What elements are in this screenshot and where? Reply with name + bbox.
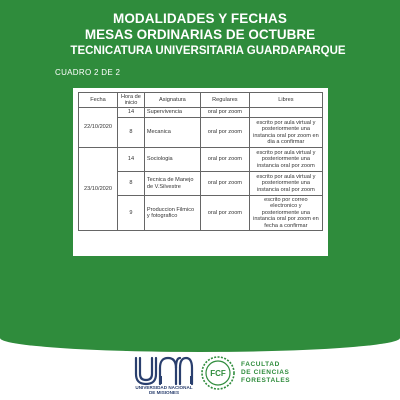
asignatura-cell: Tecnica de Manejo de V.Silvestre xyxy=(144,172,200,196)
header-regulares: Regulares xyxy=(200,93,249,108)
regulares-cell: oral por zoom xyxy=(200,108,249,118)
header-fecha: Fecha xyxy=(79,93,118,108)
fcf-label-line-3: FORESTALES xyxy=(241,377,291,385)
libres-cell: escrito por aula virtual y posteriormente una instancia oral por zoom xyxy=(249,172,322,196)
asignatura-cell: Sociologia xyxy=(144,148,200,172)
fcf-label xyxy=(241,361,290,385)
regulares-cell: oral por zoom xyxy=(200,118,249,148)
fcf-label-line-2: DE CIENCIAS xyxy=(241,369,290,377)
table-row xyxy=(79,108,323,118)
header-libres: Libres xyxy=(249,93,322,108)
asignatura-cell: Produccion Filmico y fotografico xyxy=(144,196,200,231)
schedule-table xyxy=(78,92,323,231)
unam-label-line-2: DE MISIONES xyxy=(148,390,180,396)
hora-cell: 8 xyxy=(118,172,145,196)
table-header-row xyxy=(79,93,323,108)
header-asignatura: Asignatura xyxy=(144,93,200,108)
title-line-2: MESAS ORDINARIAS DE OCTUBRE xyxy=(84,27,316,42)
hora-cell: 9 xyxy=(118,196,145,231)
cuadro-label: CUADRO 2 DE 2 xyxy=(55,68,121,77)
unam-label xyxy=(118,385,210,395)
table-row xyxy=(79,148,323,172)
hora-cell: 8 xyxy=(118,118,145,148)
svg-text:FCF: FCF xyxy=(210,369,226,378)
fcf-logo xyxy=(200,355,236,391)
libres-cell: escrito por aula virtual y posteriormente una instancia oral por zoom xyxy=(249,148,322,172)
fcf-label-line-1: FACULTAD xyxy=(241,361,280,368)
schedule-table-card xyxy=(73,88,328,256)
asignatura-cell: Supervivencia xyxy=(144,108,200,118)
fecha-cell: 23/10/2020 xyxy=(79,148,118,231)
title-line-1: MODALIDADES Y FECHAS xyxy=(112,11,288,26)
hora-cell: 14 xyxy=(118,108,145,118)
regulares-cell: oral por zoom xyxy=(200,148,249,172)
hora-cell: 14 xyxy=(118,148,145,172)
libres-cell: escrito por aula virtual y posteriormente una instancia oral por zoom en dia a confirmar xyxy=(249,118,322,148)
libres-cell xyxy=(249,108,322,118)
regulares-cell: oral por zoom xyxy=(200,196,249,231)
regulares-cell: oral por zoom xyxy=(200,172,249,196)
unam-label-line-1: UNIVERSIDAD NACIONAL xyxy=(135,385,193,390)
subtitle: TECNICATURA UNIVERSITARIA GUARDAPARQUE xyxy=(70,45,346,57)
fecha-cell: 22/10/2020 xyxy=(79,108,118,148)
header-hora: Hora de inicio xyxy=(118,93,145,108)
asignatura-cell: Mecanica xyxy=(144,118,200,148)
libres-cell: escrito por correo electronico y posteriormente una instancia oral por zoom en fecha a confirmar xyxy=(249,196,322,231)
